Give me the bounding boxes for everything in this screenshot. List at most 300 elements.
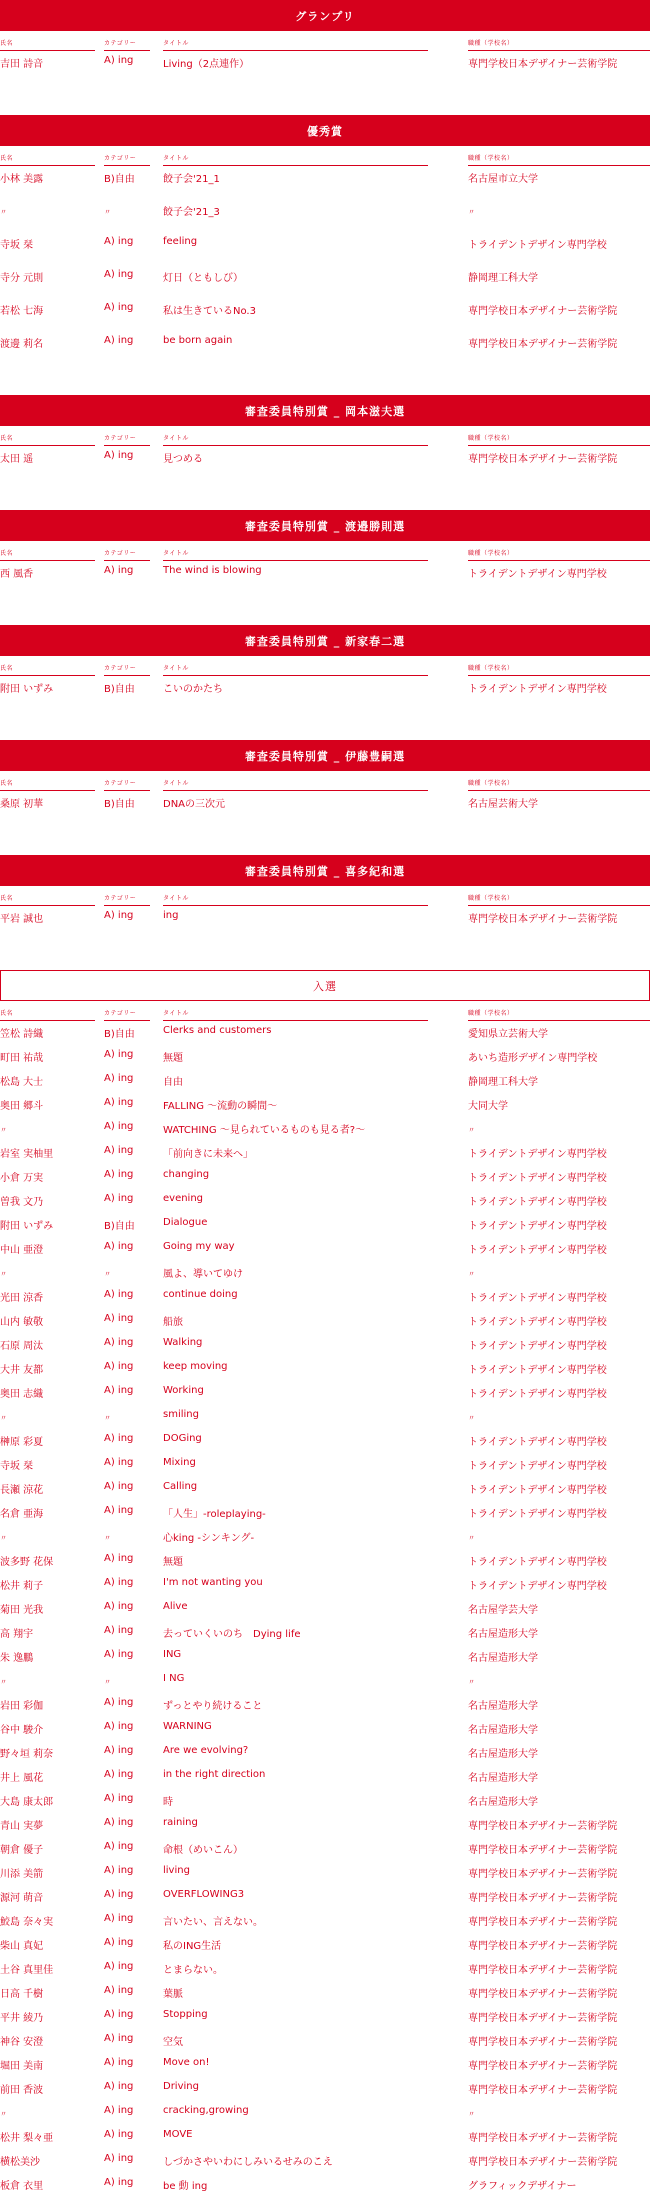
entry-name: 西 風香 [0,569,34,580]
entry-title: FALLING 〜流動の瞬間〜 [163,1101,278,1112]
entry-title: WARNING [163,1721,212,1732]
entry-row [0,562,650,595]
column-header-school: 職種（学校名） [468,779,650,791]
entry-title: 自由 [163,1077,183,1088]
entry-category: A) ing [104,2153,134,2164]
entry-school: 専門学校日本デザイナー芸術学院 [468,454,618,465]
entry-row [0,1454,650,1478]
entry-school: 専門学校日本デザイナー芸術学院 [468,1917,618,1928]
entry-category: A) ing [104,1193,134,1204]
entry-row [0,1022,650,1046]
entry-title: Stopping [163,2009,208,2020]
entry-title: 無題 [163,1053,183,1064]
entry-row [0,1166,650,1190]
entry-row [0,1502,650,1526]
entry-row [0,1574,650,1598]
entry-name: 前田 香波 [0,2085,44,2096]
entry-category: A) ing [104,1169,134,1180]
section-banner: 審査委員特別賞 _ 岡本滋夫選 [0,395,650,426]
entry-category: A) ing [104,55,134,66]
entry-school: 専門学校日本デザイナー芸術学院 [468,1869,618,1880]
entry-row [0,1598,650,1622]
entry-category: A) ing [104,1505,134,1516]
entry-name: 小倉 万実 [0,1173,44,1184]
entry-category: A) ing [104,1817,134,1828]
column-header-name: 氏名 [0,549,95,561]
entry-name: 桑原 初華 [0,799,44,810]
entry-title: smiling [163,1409,199,1420]
entry-school: グラフィックデザイナー [468,2181,577,2192]
entry-category: 〃 [104,1270,111,1278]
entry-school: トライデントデザイン専門学校 [468,1245,607,1256]
entry-school: 専門学校日本デザイナー芸術学院 [468,339,618,350]
entry-title: 私は生きているNo.3 [163,306,256,317]
entry-title: DOGing [163,1433,202,1444]
entry-school: 名古屋造形大学 [468,1701,538,1712]
entry-name: 小林 美露 [0,174,44,185]
entry-name: 岩田 彩伽 [0,1701,44,1712]
entry-category: A) ing [104,1481,134,1492]
entry-title: ずっとやり続けること [163,1701,263,1712]
entry-school: トライデントデザイン専門学校 [468,1581,607,1592]
entry-row [0,299,650,332]
entry-category: A) ing [104,2081,134,2092]
entry-row [0,1838,650,1862]
entry-category: A) ing [104,1553,134,1564]
entry-category: A) ing [104,2177,134,2188]
column-header-title: タイトル [163,434,428,446]
entry-category: A) ing [104,1841,134,1852]
entry-title: Driving [163,2081,199,2092]
entry-name: 寺分 元則 [0,273,44,284]
award-section-selected [0,970,650,2198]
entry-row [0,2054,650,2078]
entry-name: 渡邊 莉名 [0,339,44,350]
entry-row [0,233,650,266]
entry-row [0,1886,650,1910]
entry-row [0,1046,650,1070]
column-header-title: タイトル [163,39,428,51]
column-header-title: タイトル [163,1009,428,1021]
entry-title: 去っていくいのち Dying life [163,1629,301,1640]
entry-title: cracking,growing [163,2105,249,2116]
entry-name: 附田 いずみ [0,684,54,695]
column-header-title: タイトル [163,894,428,906]
entry-name: 〃 [0,1534,7,1542]
entry-school: トライデントデザイン専門学校 [468,1341,607,1352]
entry-school: 専門学校日本デザイナー芸術学院 [468,306,618,317]
entry-name: 笠松 詩織 [0,1029,44,1040]
entry-row [0,1118,650,1142]
column-header-name: 氏名 [0,154,95,166]
entry-category: A) ing [104,1961,134,1972]
entry-school: 専門学校日本デザイナー芸術学院 [468,2085,618,2096]
entry-school: 大同大学 [468,1101,508,1112]
entry-name: 高 翔宇 [0,1629,34,1640]
column-header-name: 氏名 [0,434,95,446]
entry-category: A) ing [104,1241,134,1252]
entry-row [0,1718,650,1742]
entry-school: 専門学校日本デザイナー芸術学院 [468,1965,618,1976]
entry-row [0,1286,650,1310]
entry-row [0,1334,650,1358]
entry-title: keep moving [163,1361,228,1372]
entry-name: 日高 千樹 [0,1989,44,2000]
entry-school: あいち造形デザイン専門学校 [468,1053,598,1064]
entry-name: 神谷 安澄 [0,2037,44,2048]
entry-row [0,1262,650,1286]
column-header-row [0,154,650,167]
entry-category: A) ing [104,1337,134,1348]
entry-name: 野々垣 莉奈 [0,1749,54,1760]
entry-name: 平岩 誠也 [0,914,44,925]
entry-title: Calling [163,1481,198,1492]
entry-name: 松島 大士 [0,1077,44,1088]
column-header-school: 職種（学校名） [468,434,650,446]
entry-school: 専門学校日本デザイナー芸術学院 [468,59,618,70]
entry-title: 時 [163,1797,173,1808]
entry-name: 川添 美箭 [0,1869,44,1880]
column-header-school: 職種（学校名） [468,154,650,166]
entry-school: 専門学校日本デザイナー芸術学院 [468,2013,618,2024]
entry-name: 松井 莉子 [0,1581,44,1592]
entry-row [0,1382,650,1406]
entry-title: 無題 [163,1557,183,1568]
entry-name: 寺坂 栞 [0,240,34,251]
entry-name: 源河 萌音 [0,1893,44,1904]
entry-title: 「前向きに未来へ」 [163,1149,253,1160]
entry-category: A) ing [104,1721,134,1732]
entry-school: 専門学校日本デザイナー芸術学院 [468,2061,618,2072]
entry-school: 名古屋造形大学 [468,1773,538,1784]
entry-row [0,52,650,85]
entry-name: 朝倉 優子 [0,1845,44,1856]
entry-school: トライデントデザイン専門学校 [468,1197,607,1208]
column-header-category: カテゴリー [104,549,150,561]
entry-row [0,2126,650,2150]
entry-category: A) ing [104,1145,134,1156]
entry-name: 名倉 亜海 [0,1509,44,1520]
entry-row [0,167,650,200]
entry-category: A) ing [104,1457,134,1468]
column-header-name: 氏名 [0,779,95,791]
entry-title: The wind is blowing [163,565,262,576]
column-header-name: 氏名 [0,1009,95,1021]
entry-name: 朱 逸鵬 [0,1653,34,1664]
entry-name: 寺坂 栞 [0,1461,34,1472]
section-banner: 審査委員特別賞 _ 渡邉勝則選 [0,510,650,541]
column-header-category: カテゴリー [104,434,150,446]
entry-name: 横松美沙 [0,2157,40,2168]
entry-category: A) ing [104,1649,134,1660]
entry-title: Are we evolving? [163,1745,249,1756]
entry-school: 専門学校日本デザイナー芸術学院 [468,1821,618,1832]
entry-category: B)自由 [104,1029,135,1040]
entry-name: 大井 友都 [0,1365,44,1376]
entry-title: 風よ、導いてゆけ [163,1269,243,1280]
entry-category: A) ing [104,2105,134,2116]
entry-category: B)自由 [104,799,135,810]
column-header-category: カテゴリー [104,894,150,906]
entry-school: トライデントデザイン専門学校 [468,1437,607,1448]
entry-row [0,1094,650,1118]
entry-title: 餃子会'21_3 [163,207,220,218]
award-section-judge1 [0,395,650,480]
entry-category: B)自由 [104,174,135,185]
entry-school: トライデントデザイン専門学校 [468,240,607,251]
entry-school: 静岡理工科大学 [468,1077,538,1088]
entry-name: 〃 [0,2110,7,2118]
entry-name: 石原 周汰 [0,1341,44,1352]
entry-category: A) ing [104,335,134,346]
entry-name: 土谷 真里佳 [0,1965,54,1976]
entry-title: 葉脈 [163,1989,183,2000]
entry-row [0,1526,650,1550]
entry-name: 山内 敏敬 [0,1317,44,1328]
entry-school: 名古屋造形大学 [468,1629,538,1640]
column-header-row [0,664,650,677]
entry-row [0,1910,650,1934]
entry-category: 〃 [104,1414,111,1422]
entry-school: トライデントデザイン専門学校 [468,1461,607,1472]
entry-title: しづかさやいわにしみいるせみのこえ [163,2157,333,2168]
entry-title: be born again [163,335,233,346]
entry-row [0,2150,650,2174]
entry-title: Dialogue [163,1217,208,1228]
entry-school: 名古屋造形大学 [468,1725,538,1736]
entry-name: 谷中 駿介 [0,1725,44,1736]
award-section-excellence [0,115,650,365]
entry-title: Walking [163,1337,203,1348]
column-header-name: 氏名 [0,664,95,676]
column-header-category: カテゴリー [104,779,150,791]
award-section-judge4 [0,740,650,825]
column-header-row [0,434,650,447]
entry-title: Alive [163,1601,188,1612]
section-banner: 審査委員特別賞 _ 喜多紀和選 [0,855,650,886]
entry-row [0,266,650,299]
entry-school: 〃 [468,1678,475,1686]
entry-name: 岩室 実柚里 [0,1149,54,1160]
entry-row [0,447,650,480]
column-header-row [0,779,650,792]
entry-school: トライデントデザイン専門学校 [468,1221,607,1232]
entry-category: A) ing [104,2033,134,2044]
entry-school: 専門学校日本デザイナー芸術学院 [468,2157,618,2168]
entry-school: 専門学校日本デザイナー芸術学院 [468,2037,618,2048]
entry-category: A) ing [104,1697,134,1708]
entry-school: 名古屋造形大学 [468,1749,538,1760]
column-header-category: カテゴリー [104,154,150,166]
entry-name: 青山 実夢 [0,1821,44,1832]
entry-category: 〃 [104,1534,111,1542]
column-header-row [0,39,650,52]
entry-row [0,1190,650,1214]
entry-title: 空気 [163,2037,183,2048]
entry-name: 若松 七海 [0,306,44,317]
entry-category: A) ing [104,1385,134,1396]
entry-school: 〃 [468,1534,475,1542]
column-header-title: タイトル [163,154,428,166]
entry-title: I NG [163,1673,185,1684]
entry-school: トライデントデザイン専門学校 [468,1173,607,1184]
column-header-school: 職種（学校名） [468,39,650,51]
entry-row [0,1406,650,1430]
entry-school: 名古屋学芸大学 [468,1605,538,1616]
entry-category: A) ing [104,1769,134,1780]
section-banner: 入選 [0,970,650,1001]
entry-title: feeling [163,236,198,247]
entry-school: 専門学校日本デザイナー芸術学院 [468,1893,618,1904]
entry-title: continue doing [163,1289,238,1300]
entry-name: 曽我 文乃 [0,1197,44,1208]
entry-title: 見つめる [163,454,203,465]
entry-title: とまらない。 [163,1965,223,1976]
entry-title: I'm not wanting you [163,1577,263,1588]
entry-row [0,1070,650,1094]
entry-name: 板倉 衣里 [0,2181,44,2192]
entry-category: A) ing [104,1361,134,1372]
entry-title: Mixing [163,1457,196,1468]
entry-title: 「人生」-roleplaying- [163,1509,266,1520]
entry-school: トライデントデザイン専門学校 [468,684,607,695]
entry-school: 愛知県立芸術大学 [468,1029,548,1040]
entry-school: 〃 [468,208,475,216]
entry-school: 名古屋芸術大学 [468,799,538,810]
entry-name: 波多野 花保 [0,1557,54,1568]
entry-name: 〃 [0,1678,7,1686]
entry-row [0,332,650,365]
entry-title: 船旅 [163,1317,183,1328]
entry-category: A) ing [104,1121,134,1132]
entry-row [0,1622,650,1646]
entry-category: A) ing [104,236,134,247]
entry-title: こいのかたち [163,684,223,695]
entry-row [0,1670,650,1694]
award-section-judge2 [0,510,650,595]
column-header-school: 職種（学校名） [468,664,650,676]
entry-title: ing [163,910,179,921]
entry-category: 〃 [104,1678,111,1686]
entry-school: 専門学校日本デザイナー芸術学院 [468,1941,618,1952]
entry-row [0,1742,650,1766]
entry-category: A) ing [104,1289,134,1300]
entry-school: 〃 [468,1270,475,1278]
entry-row [0,1958,650,1982]
entry-name: 中山 亜澄 [0,1245,44,1256]
entry-category: A) ing [104,565,134,576]
entry-title: ING [163,1649,182,1660]
entry-title: 餃子会'21_1 [163,174,220,185]
entry-row [0,1934,650,1958]
entry-row [0,1694,650,1718]
entry-title: 灯日（ともしび） [163,273,243,284]
entry-school: トライデントデザイン専門学校 [468,1509,607,1520]
entry-category: A) ing [104,1913,134,1924]
entry-title: 私のING生活 [163,1941,222,1952]
entry-school: トライデントデザイン専門学校 [468,569,607,580]
entry-name: 松井 梨々亜 [0,2133,54,2144]
entry-school: トライデントデザイン専門学校 [468,1389,607,1400]
entry-row [0,200,650,233]
award-section-judge3 [0,625,650,710]
entry-title: be 動 ing [163,2181,208,2192]
entry-school: 専門学校日本デザイナー芸術学院 [468,1989,618,2000]
entry-row [0,1814,650,1838]
entry-name: 井上 風花 [0,1773,44,1784]
entry-row [0,1358,650,1382]
entry-row [0,1142,650,1166]
entry-school: 静岡理工科大学 [468,273,538,284]
award-section-judge5 [0,855,650,940]
entry-school: 専門学校日本デザイナー芸術学院 [468,914,618,925]
column-header-row [0,894,650,907]
entry-row [0,907,650,940]
entry-name: 町田 祐哉 [0,1053,44,1064]
entry-title: evening [163,1193,204,1204]
entry-row [0,2174,650,2198]
entry-category: A) ing [104,1313,134,1324]
entry-row [0,792,650,825]
section-banner: 審査委員特別賞 _ 伊藤豊嗣選 [0,740,650,771]
entry-name: 光田 涼香 [0,1293,44,1304]
column-header-school: 職種（学校名） [468,549,650,561]
entry-row [0,1646,650,1670]
entry-category: A) ing [104,1937,134,1948]
column-header-name: 氏名 [0,39,95,51]
entry-row [0,1790,650,1814]
entry-name: 鮫島 奈々実 [0,1917,54,1928]
entry-title: Move on! [163,2057,210,2068]
entry-name: 平井 綾乃 [0,2013,44,2024]
entry-name: 堀田 美南 [0,2061,44,2072]
column-header-category: カテゴリー [104,39,150,51]
entry-school: 〃 [468,2110,475,2118]
entry-category: A) ing [104,2057,134,2068]
entry-title: MOVE [163,2129,193,2140]
entry-title: Living（2点連作） [163,59,250,70]
entry-name: 大島 康太郎 [0,1797,54,1808]
entry-category: A) ing [104,1049,134,1060]
entry-title: WATCHING 〜見られているものも見る者?〜 [163,1125,366,1136]
section-banner: グランプリ [0,0,650,31]
column-header-title: タイトル [163,779,428,791]
entry-category: A) ing [104,302,134,313]
entry-title: 心king -シンキング- [163,1533,255,1544]
entry-category: A) ing [104,1889,134,1900]
entry-title: Going my way [163,1241,235,1252]
entry-name: 長瀬 涼花 [0,1485,44,1496]
entry-name: 附田 いずみ [0,1221,54,1232]
entry-row [0,1430,650,1454]
entry-title: in the right direction [163,1769,266,1780]
entry-row [0,1862,650,1886]
entry-school: トライデントデザイン専門学校 [468,1293,607,1304]
entry-category: A) ing [104,1097,134,1108]
entry-category: A) ing [104,1577,134,1588]
entry-school: 名古屋造形大学 [468,1653,538,1664]
entry-row [0,1238,650,1262]
entry-category: A) ing [104,910,134,921]
entry-name: 菊田 光我 [0,1605,44,1616]
entry-name: 太田 遥 [0,454,34,465]
entry-category: A) ing [104,1433,134,1444]
entry-row [0,1766,650,1790]
entry-row [0,2102,650,2126]
entry-category: A) ing [104,1073,134,1084]
entry-name: 柴山 真妃 [0,1941,44,1952]
entry-school: トライデントデザイン専門学校 [468,1365,607,1376]
